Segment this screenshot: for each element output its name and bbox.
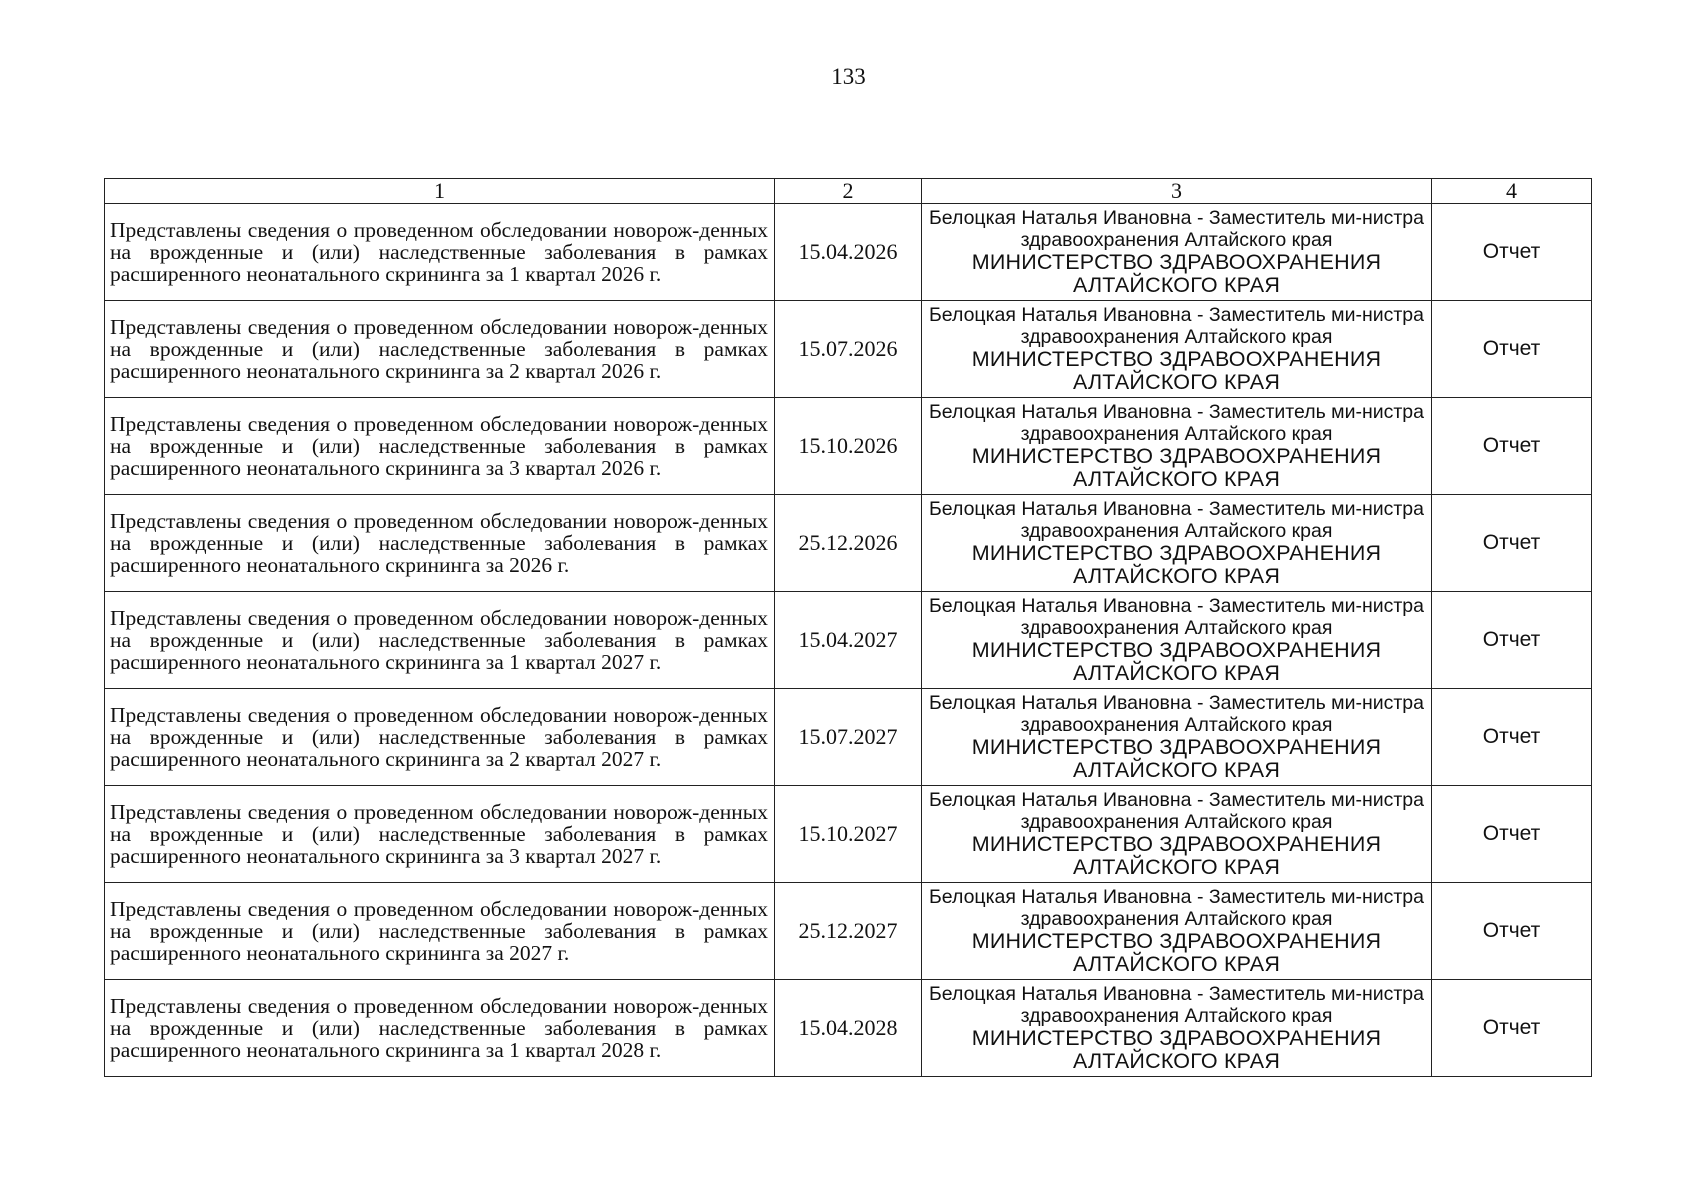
description-cell: Представлены сведения о проведенном обследовании новорож-денных на врожденные и (или) наследственные заболевания в рамках расширенного неонатального скрининга за 1 квартал 2027 г. xyxy=(105,592,775,689)
page-number: 133 xyxy=(831,64,866,89)
result-cell: Отчет xyxy=(1432,980,1592,1077)
description-cell: Представлены сведения о проведенном обследовании новорож-денных на врожденные и (или) наследственные заболевания в рамках расширенного неонатального скрининга за 1 квартал 2026 г. xyxy=(105,204,775,301)
responsible-person: Белоцкая Наталья Ивановна - Заместитель ми-нистра здравоохранения Алтайского края xyxy=(928,789,1424,833)
responsible-organization: МИНИСТЕРСТВО ЗДРАВООХРАНЕНИЯ АЛТАЙСКОГО КРАЯ xyxy=(971,735,1382,782)
responsible-person: Белоцкая Наталья Ивановна - Заместитель ми-нистра здравоохранения Алтайского края xyxy=(928,207,1424,251)
responsible-cell xyxy=(922,689,1432,786)
responsible-cell xyxy=(922,204,1432,301)
date-cell: 15.10.2026 xyxy=(775,398,922,495)
description-cell: Представлены сведения о проведенном обследовании новорож-денных на врожденные и (или) наследственные заболевания в рамках расширенного неонатального скрининга за 2 квартал 2027 г. xyxy=(105,689,775,786)
responsible-organization: МИНИСТЕРСТВО ЗДРАВООХРАНЕНИЯ АЛТАЙСКОГО КРАЯ xyxy=(971,638,1382,685)
table-row xyxy=(105,786,1592,883)
header-row xyxy=(105,179,1592,204)
table-row xyxy=(105,301,1592,398)
result-cell: Отчет xyxy=(1432,883,1592,980)
responsible-cell xyxy=(922,980,1432,1077)
table-row xyxy=(105,883,1592,980)
responsible-cell xyxy=(922,786,1432,883)
responsible-person: Белоцкая Наталья Ивановна - Заместитель ми-нистра здравоохранения Алтайского края xyxy=(928,692,1424,736)
table-row xyxy=(105,495,1592,592)
table-row xyxy=(105,689,1592,786)
description-cell: Представлены сведения о проведенном обследовании новорож-денных на врожденные и (или) наследственные заболевания в рамках расширенного неонатального скрининга за 3 квартал 2027 г. xyxy=(105,786,775,883)
result-cell: Отчет xyxy=(1432,301,1592,398)
result-cell: Отчет xyxy=(1432,689,1592,786)
responsible-person: Белоцкая Наталья Ивановна - Заместитель ми-нистра здравоохранения Алтайского края xyxy=(928,304,1424,348)
responsible-person: Белоцкая Наталья Ивановна - Заместитель ми-нистра здравоохранения Алтайского края xyxy=(928,886,1424,930)
responsible-person: Белоцкая Наталья Ивановна - Заместитель ми-нистра здравоохранения Алтайского края xyxy=(928,983,1424,1027)
date-cell: 15.07.2027 xyxy=(775,689,922,786)
description-cell: Представлены сведения о проведенном обследовании новорож-денных на врожденные и (или) наследственные заболевания в рамках расширенного неонатального скрининга за 2027 г. xyxy=(105,883,775,980)
column-header-3: 3 xyxy=(922,179,1432,204)
column-header-1: 1 xyxy=(105,179,775,204)
responsible-person: Белоцкая Наталья Ивановна - Заместитель ми-нистра здравоохранения Алтайского края xyxy=(928,401,1424,445)
responsible-cell xyxy=(922,398,1432,495)
result-cell: Отчет xyxy=(1432,398,1592,495)
description-cell: Представлены сведения о проведенном обследовании новорож-денных на врожденные и (или) наследственные заболевания в рамках расширенного неонатального скрининга за 1 квартал 2028 г. xyxy=(105,980,775,1077)
table-row xyxy=(105,592,1592,689)
description-cell: Представлены сведения о проведенном обследовании новорож-денных на врожденные и (или) наследственные заболевания в рамках расширенного неонатального скрининга за 2 квартал 2026 г. xyxy=(105,301,775,398)
responsible-cell xyxy=(922,495,1432,592)
responsible-organization: МИНИСТЕРСТВО ЗДРАВООХРАНЕНИЯ АЛТАЙСКОГО КРАЯ xyxy=(971,832,1382,879)
responsible-organization: МИНИСТЕРСТВО ЗДРАВООХРАНЕНИЯ АЛТАЙСКОГО КРАЯ xyxy=(971,929,1382,976)
date-cell: 25.12.2026 xyxy=(775,495,922,592)
responsible-person: Белоцкая Наталья Ивановна - Заместитель ми-нистра здравоохранения Алтайского края xyxy=(928,498,1424,542)
result-cell: Отчет xyxy=(1432,786,1592,883)
report-table xyxy=(104,178,1592,1077)
responsible-cell xyxy=(922,883,1432,980)
description-cell: Представлены сведения о проведенном обследовании новорож-денных на врожденные и (или) наследственные заболевания в рамках расширенного неонатального скрининга за 2026 г. xyxy=(105,495,775,592)
date-cell: 15.04.2027 xyxy=(775,592,922,689)
column-header-4: 4 xyxy=(1432,179,1592,204)
responsible-organization: МИНИСТЕРСТВО ЗДРАВООХРАНЕНИЯ АЛТАЙСКОГО КРАЯ xyxy=(971,444,1382,491)
responsible-organization: МИНИСТЕРСТВО ЗДРАВООХРАНЕНИЯ АЛТАЙСКОГО КРАЯ xyxy=(971,541,1382,588)
date-cell: 15.04.2026 xyxy=(775,204,922,301)
date-cell: 15.07.2026 xyxy=(775,301,922,398)
result-cell: Отчет xyxy=(1432,204,1592,301)
responsible-cell xyxy=(922,592,1432,689)
result-cell: Отчет xyxy=(1432,592,1592,689)
responsible-organization: МИНИСТЕРСТВО ЗДРАВООХРАНЕНИЯ АЛТАЙСКОГО КРАЯ xyxy=(971,1026,1382,1073)
date-cell: 15.04.2028 xyxy=(775,980,922,1077)
date-cell: 15.10.2027 xyxy=(775,786,922,883)
column-header-2: 2 xyxy=(775,179,922,204)
responsible-organization: МИНИСТЕРСТВО ЗДРАВООХРАНЕНИЯ АЛТАЙСКОГО КРАЯ xyxy=(971,250,1382,297)
table-row xyxy=(105,204,1592,301)
table-row xyxy=(105,398,1592,495)
description-cell: Представлены сведения о проведенном обследовании новорож-денных на врожденные и (или) наследственные заболевания в рамках расширенного неонатального скрининга за 3 квартал 2026 г. xyxy=(105,398,775,495)
responsible-person: Белоцкая Наталья Ивановна - Заместитель ми-нистра здравоохранения Алтайского края xyxy=(928,595,1424,639)
result-cell: Отчет xyxy=(1432,495,1592,592)
responsible-cell xyxy=(922,301,1432,398)
date-cell: 25.12.2027 xyxy=(775,883,922,980)
responsible-organization: МИНИСТЕРСТВО ЗДРАВООХРАНЕНИЯ АЛТАЙСКОГО КРАЯ xyxy=(971,347,1382,394)
table-body xyxy=(105,179,1592,1077)
table-row xyxy=(105,980,1592,1077)
